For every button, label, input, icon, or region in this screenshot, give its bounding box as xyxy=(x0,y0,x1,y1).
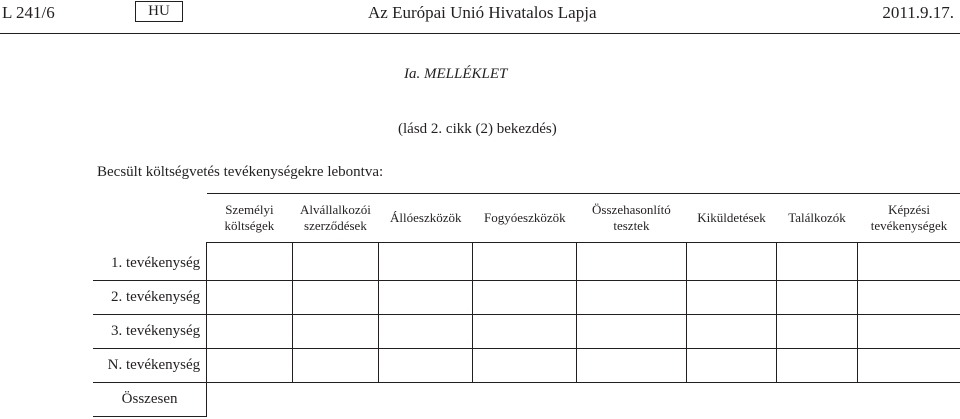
annex-reference: (lásd 2. cikk (2) bekezdés) xyxy=(398,121,557,137)
table-cell xyxy=(577,383,686,417)
table-cell xyxy=(686,281,777,315)
col-header: Állóeszközök xyxy=(379,194,473,243)
table-cell xyxy=(292,383,379,417)
table-cell xyxy=(857,383,960,417)
table-cell xyxy=(577,349,686,383)
table-cell xyxy=(292,281,379,315)
table-cell xyxy=(857,281,960,315)
table-cell xyxy=(473,383,577,417)
table-cell xyxy=(857,349,960,383)
table-row xyxy=(93,243,960,281)
table-cell xyxy=(686,383,777,417)
table-cell xyxy=(473,315,577,349)
table-cell xyxy=(857,243,960,281)
col-header: Találkozók xyxy=(777,194,857,243)
header-corner xyxy=(93,194,207,243)
table-cell xyxy=(207,243,293,281)
table-cell xyxy=(292,349,379,383)
col-header: Összehasonlító tesztek xyxy=(577,194,686,243)
row-label: 2. tevékenység xyxy=(93,281,207,315)
table-cell xyxy=(473,281,577,315)
table-cell xyxy=(777,349,857,383)
table-cell xyxy=(473,349,577,383)
col-header: Kiküldetések xyxy=(686,194,777,243)
col-header: Alvállalkozói szerződések xyxy=(292,194,379,243)
table-cell xyxy=(857,315,960,349)
table-cell xyxy=(379,281,473,315)
table-cell xyxy=(577,315,686,349)
table-cell xyxy=(207,281,293,315)
table-cell xyxy=(207,383,293,417)
table-cell xyxy=(379,349,473,383)
row-label: N. tevékenység xyxy=(93,349,207,383)
table-cell xyxy=(777,243,857,281)
row-label: 1. tevékenység xyxy=(93,243,207,281)
table-cell xyxy=(207,349,293,383)
col-header: Képzési tevékenységek xyxy=(857,194,960,243)
table-row xyxy=(93,349,960,383)
col-header: Személyi költségek xyxy=(207,194,293,243)
journal-header xyxy=(0,0,960,36)
table-cell xyxy=(577,281,686,315)
table-cell xyxy=(686,243,777,281)
publication-date: 2011.9.17. xyxy=(882,3,954,22)
table-cell xyxy=(686,349,777,383)
total-row xyxy=(93,383,960,417)
table-cell xyxy=(577,243,686,281)
total-label: Összesen xyxy=(93,383,207,417)
header-rule xyxy=(0,33,960,34)
table-cell xyxy=(379,315,473,349)
row-label: 3. tevékenység xyxy=(93,315,207,349)
annex-title: Ia. MELLÉKLET xyxy=(404,66,508,82)
page-reference: L 241/6 xyxy=(2,3,55,22)
table-cell xyxy=(379,383,473,417)
table-cell xyxy=(292,243,379,281)
table-row xyxy=(93,315,960,349)
table-header-row xyxy=(93,194,960,243)
table-cell xyxy=(777,281,857,315)
table-cell xyxy=(686,315,777,349)
table-cell xyxy=(292,315,379,349)
table-cell xyxy=(207,315,293,349)
table-cell xyxy=(379,243,473,281)
table-row xyxy=(93,281,960,315)
language-badge: HU xyxy=(135,1,183,22)
table-cell xyxy=(777,383,857,417)
table-cell xyxy=(473,243,577,281)
journal-title: Az Európai Unió Hivatalos Lapja xyxy=(368,3,597,22)
col-header: Fogyóeszközök xyxy=(473,194,577,243)
budget-table xyxy=(93,193,960,417)
table-cell xyxy=(777,315,857,349)
annex-lead-text: Becsült költségvetés tevékenységekre lebontva: xyxy=(97,164,384,180)
